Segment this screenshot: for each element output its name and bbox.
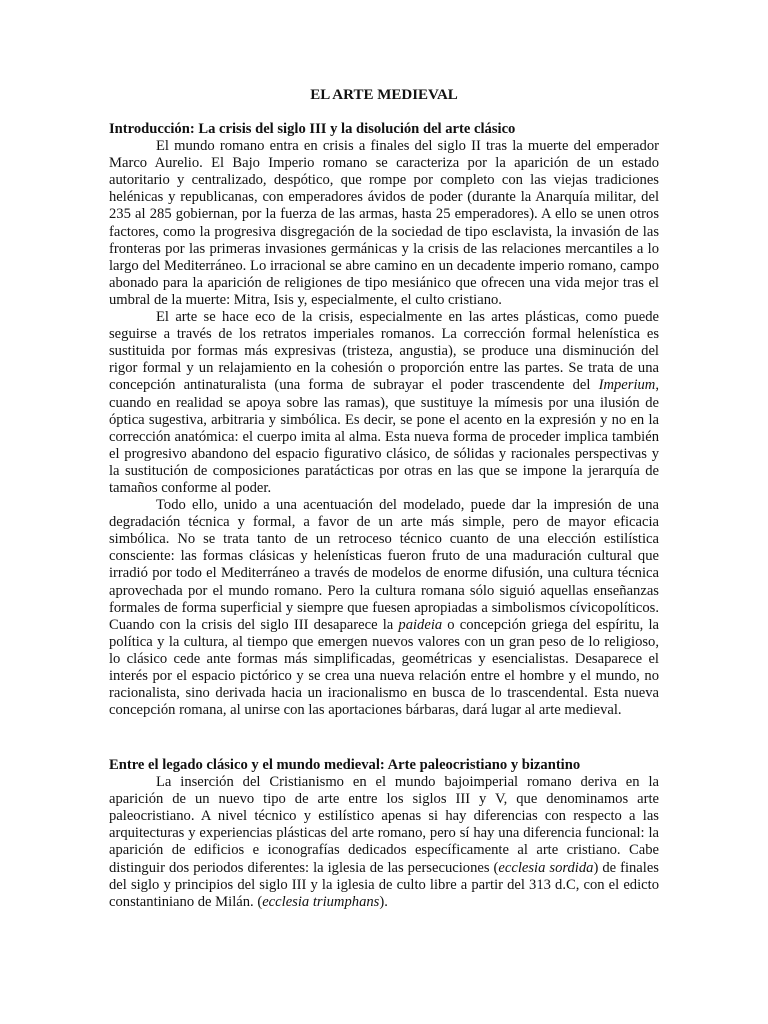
text-run: ) de finales del siglo y principios del siglo III y la iglesia de culto libre a partir del 313 d.C, con el edicto constantiniano de Milán. ( <box>109 859 659 910</box>
text-run: El mundo romano entra en crisis a finales del siglo II tras la muerte del emperador Marco Aurelio. El Bajo Imperio romano se caracteriza por la aparición de un estado autoritario y centralizado, despótico, que rompe por completo con las viejas tradiciones helénicas y republicanas, con emperadores ávidos de poder (durante la Anarquía militar, del 235 al 285 gobiernan, por la fuerza de las armas, hasta 25 emperadores). A ello se unen otros factores, como la progresiva disgregación de la sociedad de tipo esclavista, la invasión de las fronteras por las primeras invasiones germánicas y la crisis de las relaciones mercantiles a lo largo del Mediterráneo. Lo irracional se abre camino en un decadente imperio romano, campo abonado para la aparición de religiones de tipo mesiánico que ofrecen una vida mejor tras el umbral de la muerte: Mitra, Isis y, especialmente, el culto cristiano. <box>109 138 659 308</box>
italic-term: paideia <box>398 616 443 633</box>
paragraph <box>109 774 659 911</box>
paragraph <box>109 138 659 309</box>
italic-term: Imperium <box>598 377 656 394</box>
paragraph <box>109 497 659 719</box>
text-run: Todo ello, unido a una acentuación del modelado, puede dar la impresión de una degradación técnica y formal, a favor de un arte más simple, pero de mayor eficacia simbólica. No se trata tanto de un retroceso técnico cuanto de una elección estilística consciente: las formas clásicas y helenísticas fueron fruto de una maduración cultural que irradió por todo el Mediterráneo a través de modelos de enorme difusión, una cultura técnica aprovechada por el mundo romano. Pero la cultura romana sólo siguió aquellas enseñanzas formales de forma superficial y siempre que fuesen apropiadas a simbolismos cívicopolíticos. Cuando con la crisis del siglo III desaparece la <box>109 497 659 633</box>
text-run: , cuando en realidad se apoya sobre las ramas), que sustituye la mímesis por una ilusión de óptica sugestiva, arbitraria y simbólica. Es decir, se pone el acento en la expresión y no en la corrección anatómica: el cuerpo imita al alma. Esta nueva forma de proceder implica también el progresivo abandono del espacio figurativo clásico, de sólidas y racionales perspectivas y la sustitución de composiciones paratácticas por otras en las que se impone la jerarquía de tamaños conforme al poder. <box>109 377 659 496</box>
text-run: La inserción del Cristianismo en el mundo bajoimperial romano deriva en la aparición de un nuevo tipo de arte entre los siglos III y V, que denominamos arte paleocristiano. A nivel técnico y estilístico apenas si hay diferencias con respecto a las arquitecturas y experiencias plásticas del arte romano, pero sí hay una diferencia funcional: la aparición de edificios e iconografías dedicados específicamente al arte cristiano. Cabe distinguir dos periodos diferentes: la iglesia de las persecuciones ( <box>109 774 659 876</box>
document-title: EL ARTE MEDIEVAL <box>310 87 458 103</box>
text-run: ). <box>379 893 388 910</box>
italic-term: ecclesia triumphans <box>262 893 380 910</box>
text-run: o concepción griega del espíritu, la política y la cultura, al tiempo que emergen nuevos valores con un gran peso de lo religioso, lo clásico cede ante formas más simplificadas, geométricas y esencialistas. Desaparece el interés por el espacio pictórico y se crea una nueva relación entre el hombre y el mundo, no racionalista, sino derivada hacia un iracionalismo en busca de lo trascendental. Esta nueva concepción romana, al unirse con las aportaciones bárbaras, dará lugar al arte medieval. <box>109 616 659 719</box>
italic-term: ecclesia sordida <box>498 859 594 876</box>
text-run: El arte se hace eco de la crisis, especialmente en las artes plásticas, como puede seguirse a través de los retratos imperiales romanos. La corrección formal helenística es sustituida por formas más expresivas (tristeza, angustia), se produce una disminución del rigor formal y un relajamiento en la cohesión o proporción entre las partes. Se trata de una concepción antinaturalista (una forma de subrayar el poder trascendente del <box>109 309 659 394</box>
section-heading: Introducción: La crisis del siglo III y la disolución del arte clásico <box>109 121 516 137</box>
section-paleocristiano <box>109 757 659 911</box>
section-heading: Entre el legado clásico y el mundo medieval: Arte paleocristiano y bizantino <box>109 757 581 773</box>
paragraph <box>109 309 659 497</box>
section-introduccion <box>109 121 659 719</box>
